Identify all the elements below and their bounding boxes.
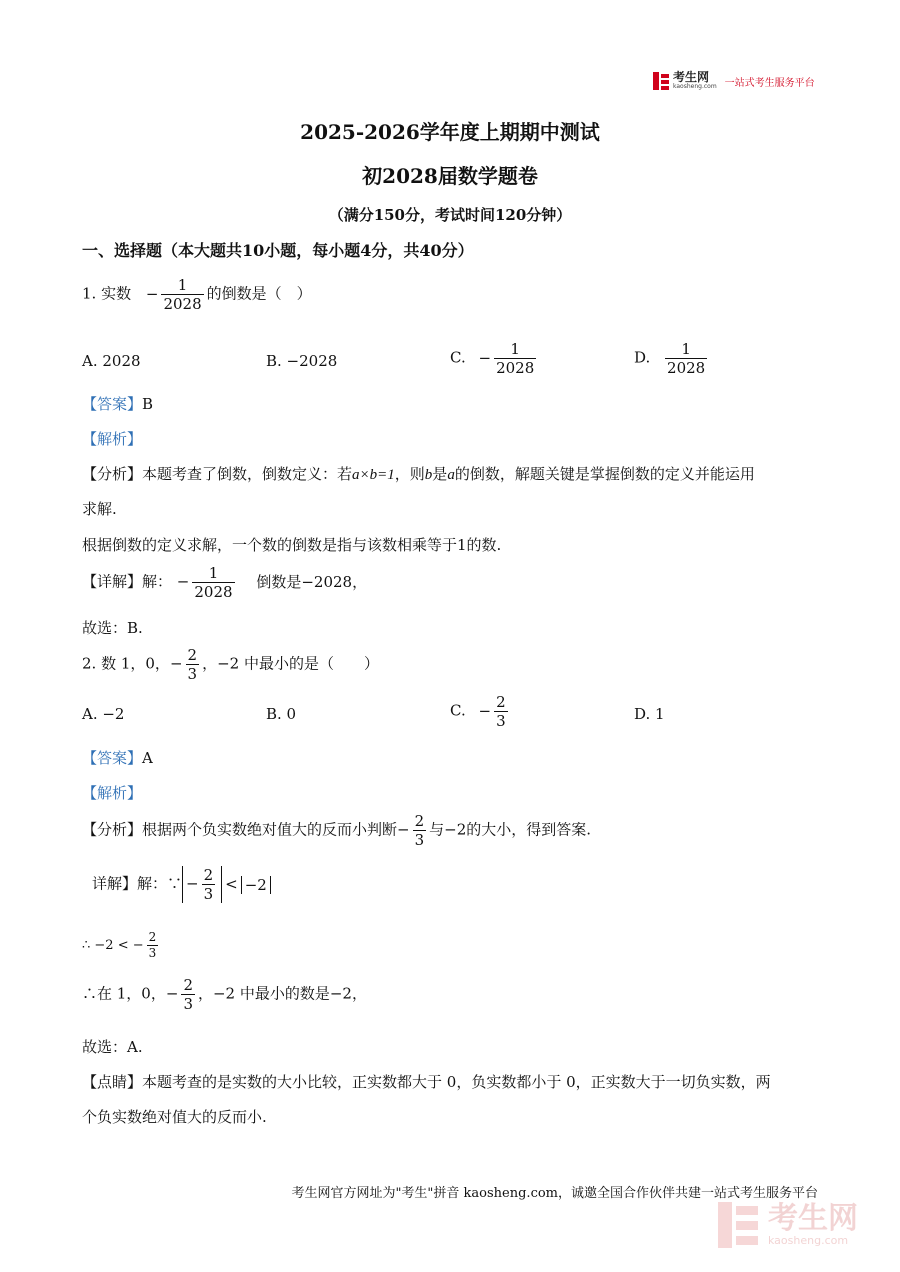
q1-analysis-p3: 是: [432, 465, 448, 483]
q2-option-c-label: C.: [450, 701, 466, 720]
watermark-domain: kaosheng.com: [768, 1233, 849, 1247]
q2-stem-prefix: 2. 数 1，0，: [82, 654, 170, 673]
q2-option-c: [450, 693, 511, 730]
q2-note-label: 【点睛】: [82, 1073, 143, 1091]
q2-detail-den: 3: [203, 885, 214, 903]
q2-stem-suffix: ，−2 中最小的是（ ）: [202, 654, 379, 673]
q1-analysis-a: a: [447, 467, 455, 483]
q1-option-d-num: 1: [681, 340, 691, 358]
q1-analysis-line3: 根据倒数的定义求解，一个数的倒数是指与该数相乘等于1的数.: [82, 536, 502, 554]
q2-step3-prefix: ∴在 1，0，: [82, 984, 166, 1003]
q2-step2: [82, 930, 161, 961]
q1-option-c: [450, 340, 539, 377]
exam-info: （满分150分，考试时间120分钟）: [328, 206, 572, 224]
q2-detail-fraction: [202, 866, 216, 903]
q2-analysis: [82, 812, 591, 849]
q2-analysis-den: 3: [414, 831, 425, 849]
q2-analysis-label: 【分析】: [82, 820, 143, 839]
q2-answer: [82, 747, 153, 768]
q1-option-c-sign: −: [478, 348, 492, 367]
q2-note: [82, 1071, 771, 1092]
watermark-logo-icon: [718, 1202, 760, 1248]
q1-analysis-p4: 的倒数，解题关键是掌握倒数的定义并能运用: [454, 465, 755, 483]
q2-analysis-tag: 【解析】: [82, 784, 143, 802]
q2-option-c-den: 3: [496, 712, 506, 730]
kaosheng-logo-icon: [653, 72, 669, 90]
q1-detail-sign: −: [176, 572, 190, 591]
q1-analysis-tag: 【解析】: [82, 430, 143, 448]
q1-option-d-label: D.: [634, 348, 651, 367]
q2-detail-label: 详解】解：∵: [92, 874, 183, 893]
q2-option-c-sign: −: [478, 701, 492, 720]
q2-detail-abs2: −2: [241, 876, 271, 894]
q1-option-c-fraction: [494, 340, 536, 377]
q2-step2-den: 3: [148, 946, 157, 960]
q1-option-d-den: 2028: [667, 359, 706, 377]
footer-text: 考生网官方网址为"考生"拼音 kaosheng.com，诚邀全国合作伙伴共建一站式考生服务平台: [291, 1186, 818, 1201]
watermark: [718, 1202, 858, 1248]
q2-step3-suffix: ，−2 中最小的数是−2，: [197, 984, 367, 1003]
q1-option-c-num: 1: [510, 340, 520, 358]
q1-answer-value: B: [142, 395, 154, 413]
q1-option-a: A. 2028: [82, 352, 141, 370]
q1-option-d: [634, 340, 710, 377]
q1-analysis-expr: a×b=1: [352, 467, 395, 483]
q2-option-c-fraction: [494, 693, 508, 730]
q2-detail-abs1: [182, 866, 222, 903]
q2-stem-num: 2: [187, 646, 198, 664]
q1-stem: [82, 276, 312, 313]
q1-option-c-den: 2028: [496, 359, 535, 377]
logo-brand: 考生网: [673, 70, 710, 84]
q2-detail: [92, 866, 271, 903]
q2-step2-fraction: [147, 930, 159, 961]
q1-answer: [82, 393, 153, 414]
q2-step2-num: 2: [148, 930, 157, 944]
q2-detail-sign: −: [186, 874, 199, 893]
section-heading: 一、选择题（本大题共10小题，每小题4分，共40分）: [82, 241, 474, 260]
q1-analysis-p2: ，则: [394, 465, 425, 483]
header-logo: [653, 72, 815, 90]
q2-stem-den: 3: [187, 665, 198, 683]
page-subtitle: 初2028届数学题卷: [362, 164, 538, 188]
q2-analysis-p1: 根据两个负实数绝对值大的反而小判断: [142, 820, 398, 839]
q1-stem-suffix: 的倒数是（ ）: [206, 284, 312, 303]
q2-stem: [82, 646, 379, 683]
q1-frac-sign: −: [145, 284, 159, 303]
q1-analysis-line2: 求解.: [82, 500, 117, 518]
q1-answer-tag: 【答案】: [82, 395, 143, 413]
q1-detail-num: 1: [208, 564, 219, 582]
q1-frac-num: 1: [177, 276, 188, 294]
q1-detail-label: 【详解】解：: [82, 572, 173, 591]
q2-note-line1: 本题考查的是实数的大小比较，正实数都大于 0，负实数都小于 0，正实数大于一切负实数，两: [142, 1073, 771, 1091]
q2-note-line2: 个负实数绝对值大的反而小.: [82, 1108, 267, 1126]
q1-detail-suffix: 倒数是−2028，: [256, 572, 368, 591]
q1-analysis-b: b: [424, 467, 433, 483]
q2-analysis-sign: −: [397, 820, 410, 839]
q2-option-d: D. 1: [634, 705, 665, 723]
q1-detail: [82, 564, 367, 601]
page-title: 2025-2026学年度上期期中测试: [300, 120, 600, 144]
q1-detail-fraction: [192, 564, 234, 601]
q1-conclusion: 故选：B.: [82, 619, 143, 637]
watermark-brand: 考生网: [768, 1200, 858, 1236]
q2-option-a: A. −2: [82, 705, 125, 723]
q2-step2-prefix: ∴ −2 < −: [82, 938, 144, 953]
q1-analysis: [82, 463, 755, 484]
q2-detail-num: 2: [203, 866, 214, 884]
q2-option-b: B. 0: [266, 705, 297, 723]
q1-option-c-label: C.: [450, 348, 466, 367]
q2-stem-fraction: [186, 646, 200, 683]
q2-analysis-fraction: [413, 812, 427, 849]
q1-detail-den: 2028: [194, 583, 233, 601]
q2-step3-sign: −: [165, 984, 179, 1003]
q2-stem-sign: −: [169, 654, 183, 673]
q2-detail-lt: <: [225, 874, 238, 893]
q1-analysis-label: 【分析】: [82, 465, 143, 483]
q2-conclusion: 故选：A.: [82, 1038, 143, 1056]
q2-step3-num: 2: [183, 976, 193, 994]
q1-frac-den: 2028: [163, 295, 202, 313]
logo-domain: kaosheng.com: [673, 83, 717, 90]
q2-step3-den: 3: [183, 995, 193, 1013]
q2-step3-fraction: [181, 976, 195, 1013]
q1-analysis-p1: 本题考查了倒数，倒数定义：若: [142, 465, 353, 483]
q1-option-b: B. −2028: [266, 352, 338, 370]
q1-stem-prefix: 1. 实数: [82, 284, 132, 303]
q2-analysis-num: 2: [414, 812, 425, 830]
q1-fraction: [161, 276, 203, 313]
q2-option-c-num: 2: [496, 693, 506, 711]
q2-step3: [82, 976, 367, 1013]
q2-answer-value: A: [142, 749, 153, 767]
logo-slogan: 一站式考生服务平台: [724, 77, 815, 89]
q1-option-d-fraction: [665, 340, 707, 377]
q2-analysis-p2: 与−2的大小，得到答案.: [429, 820, 592, 839]
q2-answer-tag: 【答案】: [82, 749, 143, 767]
